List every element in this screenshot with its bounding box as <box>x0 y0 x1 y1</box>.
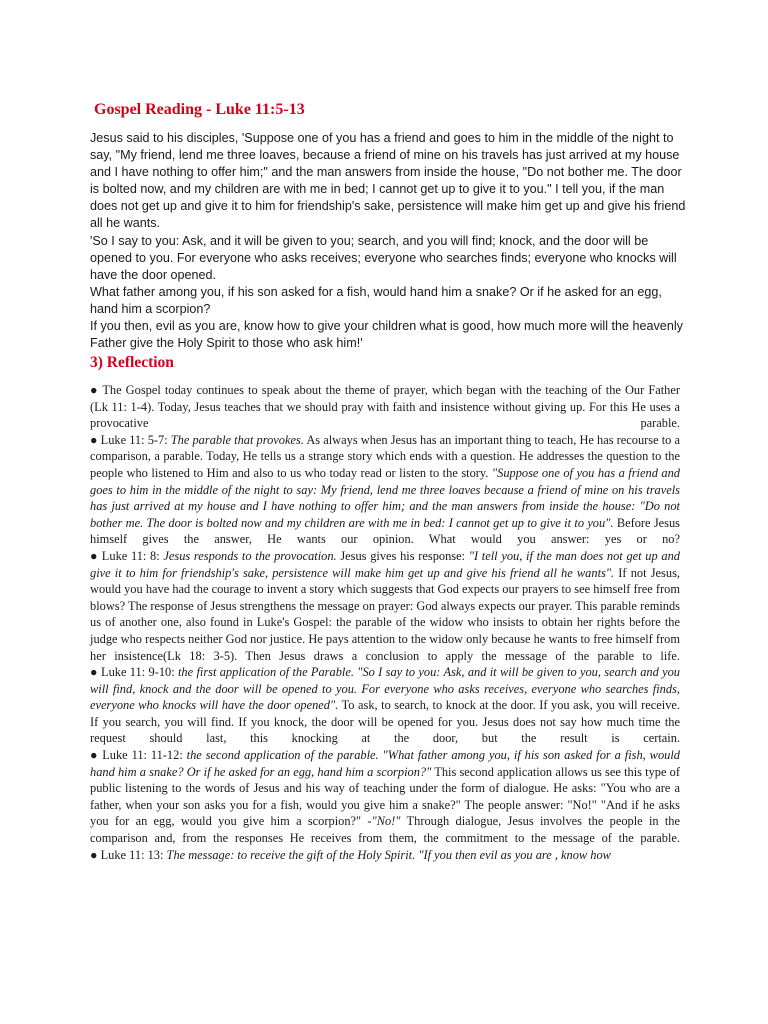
reflection-heading: 3) Reflection <box>90 354 174 371</box>
reflection-paragraph <box>90 664 680 747</box>
gospel-paragraph: What father among you, if his son asked for a fish, would hand him a snake? Or if he asked for an egg, hand him a scorpion? <box>90 284 662 316</box>
scripture-quote: "Suppose one of you has a friend and goes to him in the middle of the night to say: My friend, lend me three loaves because a friend of mine on his travels has just arrived at my house and I have nothing to offer him; and the man answers from inside the house: "Do not bother me. The door is bolted now and my children are with me in bed: I cannot get up to give it to you". <box>90 465 680 530</box>
gospel-text <box>90 130 690 352</box>
reflection-paragraph <box>90 847 680 864</box>
scripture-quote: "No!" <box>371 814 401 829</box>
reflection-text-run: To ask, to search, to knock at the door. If you ask, you will receive. If you search, you will find. If you knock, the door will be opened for you. Jesus does not say how much time the request should last, this knocking at the door, but the result is certain. <box>90 698 680 746</box>
section-title: the second application of the parable. <box>186 748 379 763</box>
reflection-text-run: Jesus gives his response: <box>336 548 469 563</box>
reflection-text <box>90 382 680 863</box>
gospel-paragraph: If you then, evil as you are, know how to give your children what is good, how much more will the heavenly Father give the Holy Spirit to those who ask him!' <box>90 319 683 351</box>
verse-ref: ● Luke 11: 5-7: <box>90 432 171 447</box>
reflection-text-run: As always when Jesus has an important thing to teach, He has recourse to a comparison, a parable. Today, He tells us a strange story which ends with a question. He addresses the question to the people who listened to Him and also to us who today read or listen to the story. <box>90 432 680 480</box>
verse-ref: ● Luke 11: 9-10: <box>90 665 178 680</box>
scripture-quote: "So I say to you: Ask, and it will be given to you, search and you will find, knock and the door will be opened to you. For everyone who asks receives, everyone who searches finds, everyone who knocks will have the door opened". <box>90 665 680 713</box>
verse-ref: ● Luke 11: 11-12: <box>90 748 187 763</box>
reflection-paragraph <box>90 747 680 847</box>
reflection-paragraph <box>90 548 680 664</box>
section-title: The message: to receive the gift of the Holy Spirit. <box>166 847 416 862</box>
reflection-text-run: Before Jesus himself gives the answer, He wants our opinion. What would you answer: yes or no? <box>90 515 680 547</box>
scripture-quote: "I tell you, if the man does not get up and give it to him for friendship's sake, persistence will make him get up and give his friend all he wants". <box>90 548 680 580</box>
reflection-text-run: If not Jesus, would you have had the courage to invent a story which suggests that God expects our prayers to see himself free from blows? The response of Jesus strengthens the message on prayer: God always expects our prayer. This parable reminds us of another one, also found in Luke's Gospel: the parable of the widow who insists to obtain her rights before the judge who respects neither God nor justice. He pays attention to the widow only because he wants to free himself from her insistence(Lk 18: 3-5). Then Jesus draws a conclusion to apply the message of the parable to life. <box>90 565 680 663</box>
section-title: Jesus responds to the provocation. <box>163 548 337 563</box>
reflection-text-run: Through dialogue, Jesus involves the people in the comparison and, from the responses He receives from them, the commitment to the message of the parable. <box>90 814 680 846</box>
gospel-paragraph: Jesus said to his disciples, 'Suppose one of you has a friend and goes to him in the middle of the night to say, "My friend, lend me three loaves, because a friend of mine on his travels has just arrived at my house and I have nothing to offer him;" and the man answers from inside the house, "Do not bother me. The door is bolted now, and my children are with me in bed; I cannot get up to give it to you." I tell you, if the man does not get up and give it to him for friendship's sake, persistence will make him get up and give his friend all he wants. <box>90 131 686 231</box>
scripture-quote: "If you then evil as you are , know how <box>415 847 611 862</box>
section-title: the first application of the Parable. <box>177 665 354 680</box>
reflection-paragraph <box>90 382 680 432</box>
reflection-paragraph <box>90 432 680 548</box>
gospel-paragraph: 'So I say to you: Ask, and it will be given to you; search, and you will find; knock, and the door will be opened to you. For everyone who asks receives; everyone who searches finds; everyone who knocks will have the door opened. <box>90 233 677 282</box>
verse-ref: ● Luke 11: 8: <box>90 548 164 563</box>
reflection-text-run: ● The Gospel today continues to speak about the theme of prayer, which began with the teaching of the Our Father (Lk 11: 1-4). Today, Jesus teaches that we should pray with faith and insistence without giving up. For this He uses a provocative parable. <box>90 383 680 431</box>
reflection-text-run: This second application allows us see this type of public listening to the words of Jesus and his way of teaching under the form of dialogue. He asks: "You who are a father, when your son asks you for a fish, would you give him a snake?" The people answer: "No!" "And if he asks you for an egg, would you give him a scorpion?" - <box>90 764 680 829</box>
gospel-heading: Gospel Reading - Luke 11:5-13 <box>94 101 305 118</box>
verse-ref: ● Luke 11: 13: <box>90 847 167 862</box>
scripture-quote: "What father among you, if his son asked for a fish, would hand him a snake? Or if he asked for an egg, hand him a scorpion?" <box>90 748 680 779</box>
section-title: The parable that provokes. <box>170 432 304 447</box>
